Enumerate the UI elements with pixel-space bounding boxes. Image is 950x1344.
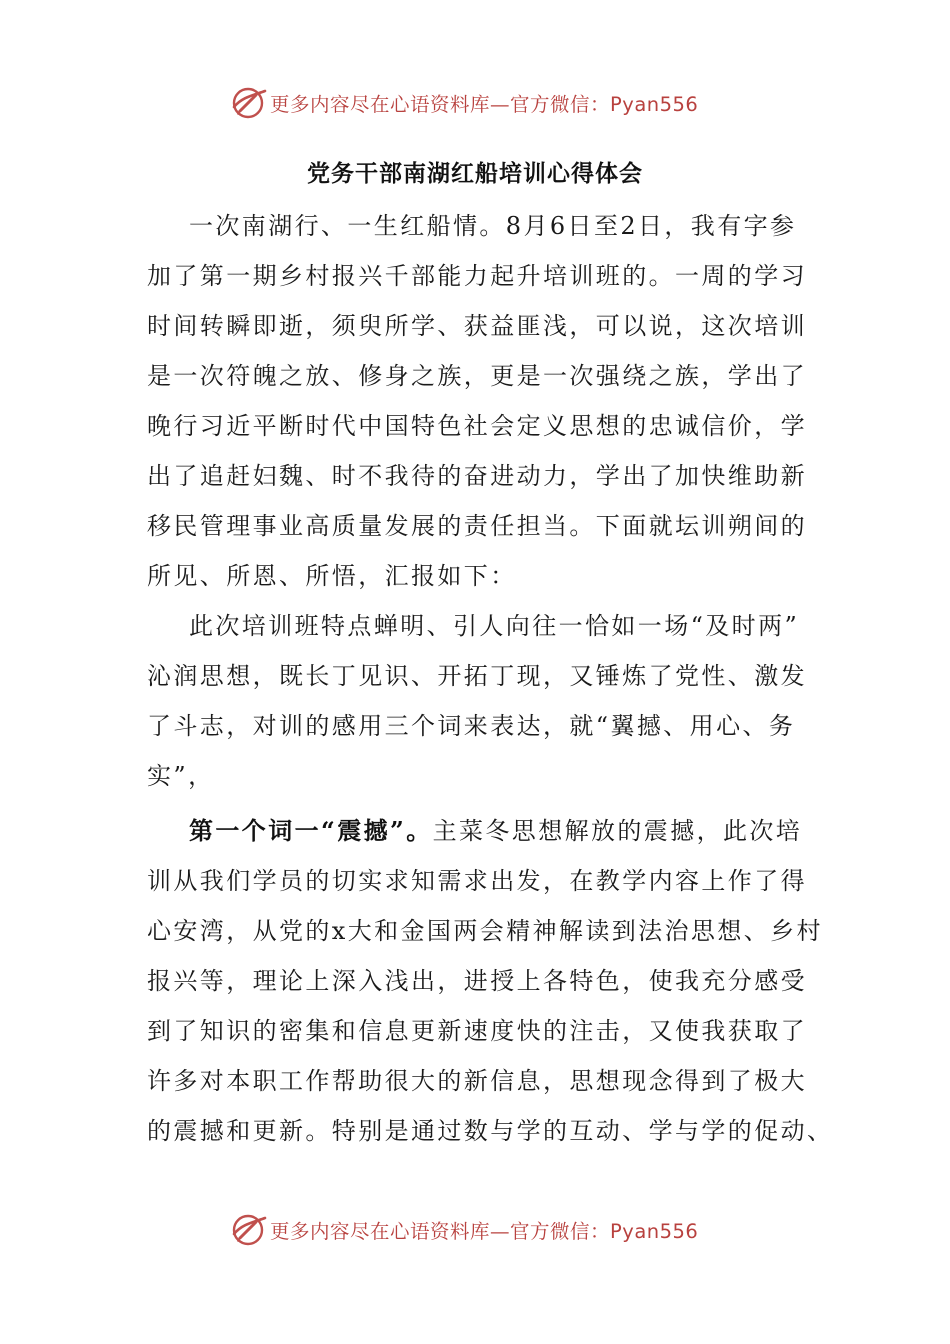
pen-logo-icon xyxy=(228,1210,268,1250)
paragraph3-line: 报兴等，理论上深入浅出，进授上各特色，使我充分感受 xyxy=(147,967,807,995)
document-title: 党务干部南湖红船培训心得体会 xyxy=(307,160,643,187)
header-wechat-id: Pyan556 xyxy=(610,93,699,116)
paragraph1-line: 一次南湖行、一生红船情。8月6日至2日，我有字参 xyxy=(189,212,797,240)
footer-banner-text xyxy=(270,1216,698,1244)
footer-wechat-id: Pyan556 xyxy=(610,1220,699,1243)
footer-banner xyxy=(228,1210,748,1250)
paragraph3-first-line xyxy=(189,815,859,847)
paragraph1-line: 出了追赶妇魏、时不我待的奋进动力，学出了加快维助新 xyxy=(147,462,807,490)
paragraph1-line: 移民管理事业高质量发展的责任担当。下面就坛训朔间的 xyxy=(147,512,807,540)
paragraph1-line: 时间转瞬即逝，须臾所学、获益匪浅，可以说，这次培训 xyxy=(147,312,807,340)
paragraph3-line: 心安湾，从党的x大和金国两会精神解读到法治思想、乡村 xyxy=(147,917,823,945)
paragraph2-line: 了斗志，对训的感用三个词来表达，就“翼撼、用心、务 xyxy=(147,712,796,740)
paragraph1-line: 是一次符魄之放、修身之族，更是一次强绕之族，学出了 xyxy=(147,362,807,390)
paragraph3-line: 的震撼和更新。特别是通过数与学的互动、学与学的促动、 xyxy=(147,1117,834,1145)
paragraph1-line: 所见、所恩、所悟，汇报如下： xyxy=(147,562,517,590)
paragraph3-line: 到了知识的密集和信息更新速度快的注击，又使我获取了 xyxy=(147,1017,807,1045)
paragraph3-line: 训从我们学员的切实求知需求出发，在教学内容上作了得 xyxy=(147,867,807,895)
header-banner-text xyxy=(270,89,698,117)
paragraph1-line: 晚行习近平断时代中国特色社会定义思想的忠诚信价，学 xyxy=(147,412,807,440)
paragraph2-line: 实”， xyxy=(147,762,215,790)
paragraph3-first-rest: 主菜冬思想解放的震撼，此次培 xyxy=(432,817,803,845)
paragraph1-line: 加了第一期乡村报兴千部能力起升培训班的。一周的学习 xyxy=(147,262,807,290)
header-banner xyxy=(228,83,748,123)
paragraph2-line: 此次培训班特点蝉明、引人向往一恰如一场“及时两” xyxy=(189,612,800,640)
paragraph3-line: 许多对本职工作帮助很大的新信息，思想现念得到了极大 xyxy=(147,1067,807,1095)
paragraph2-line: 沁润思想，既长丁见识、开拓丁现，又锤炼了党性、激发 xyxy=(147,662,807,690)
footer-site-text: 更多内容尽在心语资料库—官方微信： xyxy=(270,1220,611,1243)
header-site-text: 更多内容尽在心语资料库—官方微信： xyxy=(270,93,611,116)
pen-logo-icon xyxy=(228,83,268,123)
paragraph3-heading: 第一个词一“震撼”。 xyxy=(189,816,433,845)
